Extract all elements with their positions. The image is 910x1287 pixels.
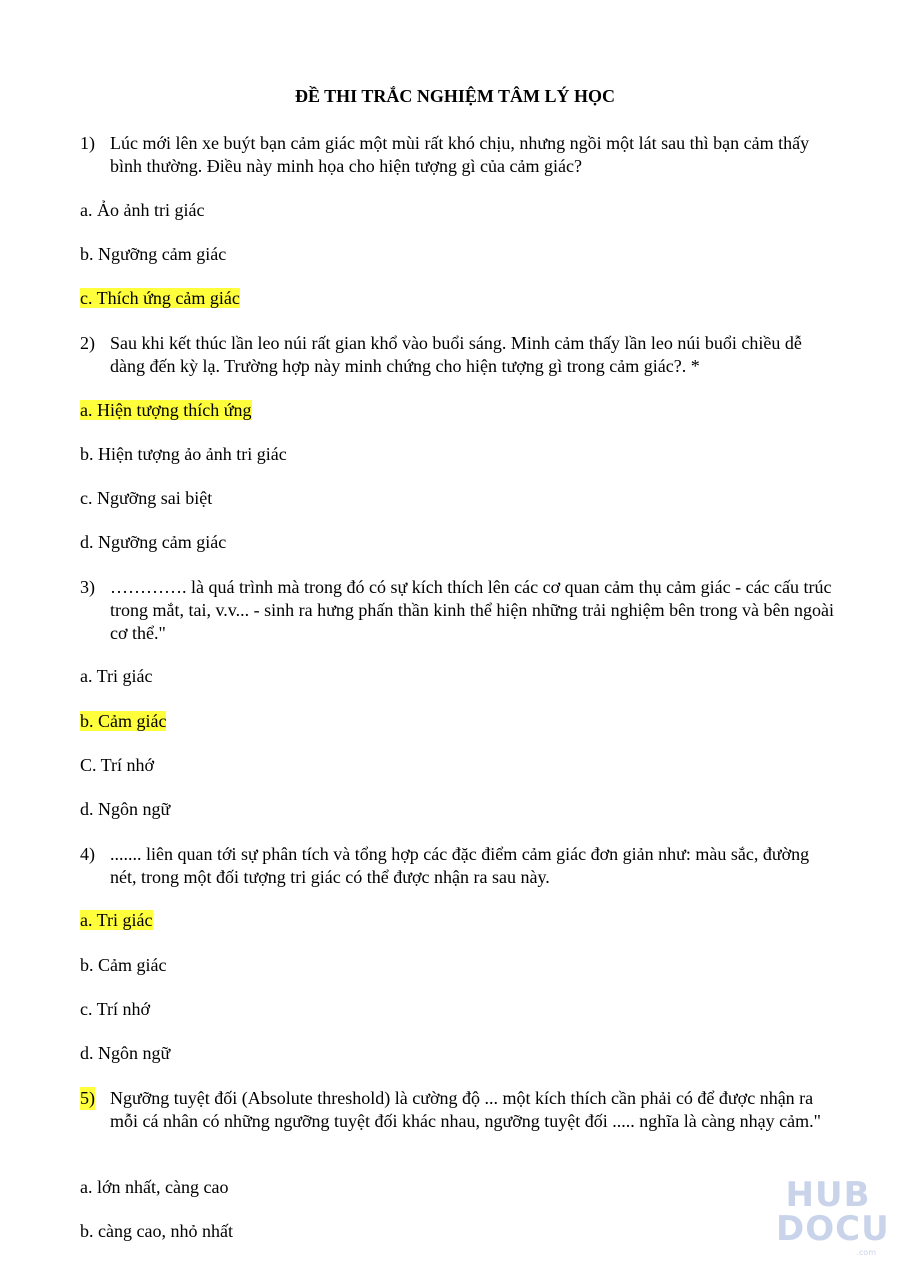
highlighted-answer: b. Cảm giác	[80, 711, 167, 731]
question-1	[80, 132, 840, 178]
option-2c: c. Ngưỡng sai biệt	[80, 488, 213, 508]
question-2	[80, 332, 840, 378]
question-text: …………. là quá trình mà trong đó có sự kích thích lên các cơ quan cảm thụ cảm giác - các cấu trúc trong mắt, tai, v.v... - sinh ra hưng phấn thần kinh thể hiện những trải nghiệm bên trong và bên ngoài cơ thể."	[110, 577, 835, 643]
watermark-suffix: .com	[856, 1248, 876, 1257]
option-3a: a. Tri giác	[80, 666, 153, 686]
question-number: 1)	[80, 133, 95, 153]
watermark-line-1: HUB	[785, 1175, 871, 1215]
question-number: 3)	[80, 577, 95, 597]
question-text: Ngưỡng tuyệt đối (Absolute threshold) là cường độ ... một kích thích cần phải có để được nhận ra mỗi cá nhân có những ngưỡng tuyệt đối khác nhau, ngưỡng tuyệt đối ..... nghĩa là càng nhạy cảm."	[110, 1088, 821, 1131]
option-4a	[80, 909, 153, 932]
option-1c	[80, 287, 240, 310]
question-number: 2)	[80, 333, 95, 353]
option-5b: b. càng cao, nhỏ nhất	[80, 1221, 233, 1241]
hubdocu-watermark-logo	[776, 1175, 890, 1258]
option-3d: d. Ngôn ngữ	[80, 799, 171, 819]
option-5a: a. lớn nhất, càng cao	[80, 1177, 229, 1197]
option-4b: b. Cảm giác	[80, 955, 167, 975]
question-text: Sau khi kết thúc lần leo núi rất gian khổ vào buổi sáng. Minh cảm thấy lần leo núi buổi chiều dễ dàng đến kỳ lạ. Trường hợp này minh chứng cho hiện tượng gì trong cảm giác?. *	[110, 333, 802, 376]
option-4d: d. Ngôn ngữ	[80, 1043, 171, 1063]
question-3	[80, 576, 840, 645]
question-text: Lúc mới lên xe buýt bạn cảm giác một mùi rất khó chịu, nhưng ngồi một lát sau thì bạn cảm thấy bình thường. Điều này minh họa cho hiện tượng gì của cảm giác?	[110, 133, 810, 176]
option-1b: b. Ngưỡng cảm giác	[80, 244, 227, 264]
highlighted-answer: a. Hiện tượng thích ứng	[80, 400, 252, 420]
highlighted-answer: c. Thích ứng cảm giác	[80, 288, 240, 308]
page-title: ĐỀ THI TRẮC NGHIỆM TÂM LÝ HỌC	[294, 86, 616, 106]
option-2d: d. Ngưỡng cảm giác	[80, 532, 227, 552]
question-5	[80, 1087, 840, 1133]
option-2a	[80, 399, 252, 422]
option-3c: C. Trí nhớ	[80, 755, 155, 775]
option-4c: c. Trí nhớ	[80, 999, 151, 1019]
option-3b	[80, 710, 166, 733]
question-number: 4)	[80, 844, 95, 864]
highlighted-answer: a. Tri giác	[80, 910, 153, 930]
question-text: ....... liên quan tới sự phân tích và tổng hợp các đặc điểm cảm giác đơn giản như: màu sắc, đường nét, trong một đối tượng tri giác có thể được nhận ra sau này.	[110, 844, 810, 887]
question-4	[80, 843, 840, 889]
option-1a: a. Ảo ảnh tri giác	[80, 200, 205, 220]
question-number: 5)	[80, 1088, 95, 1108]
watermark-line-2: DOCU	[776, 1209, 890, 1249]
option-2b: b. Hiện tượng ảo ảnh tri giác	[80, 444, 287, 464]
